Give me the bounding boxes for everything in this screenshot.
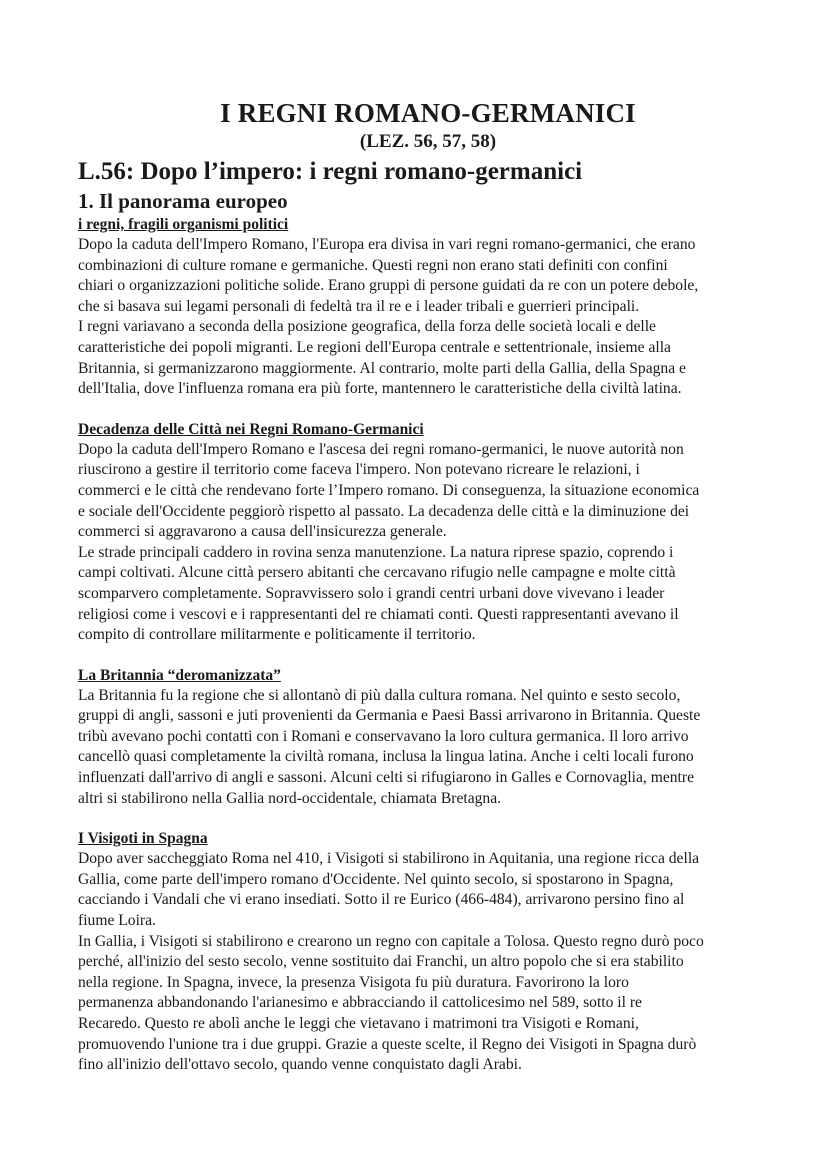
text-line: Le strade principali caddero in rovina senza manutenzione. La natura riprese spazio, coprendo i	[78, 543, 674, 561]
content-block	[78, 420, 778, 646]
text-line: gruppi di angli, sassoni e juti provenienti da Germania e Paesi Bassi arrivarono in Britannia. Queste	[78, 707, 701, 725]
lesson-heading: L.56: Dopo l’impero: i regni romano-germanici	[78, 158, 583, 185]
text-line: Dopo la caduta dell'Impero Romano e l'ascesa dei regni romano-germanici, le nuove autorità non	[78, 440, 684, 458]
text-line: chiari o organizzazioni politiche solide. Erano gruppi di persone guidati da re con un potere debole,	[78, 277, 699, 295]
text-line: influenzati dall'arrivo di angli e sassoni. Alcuni celti si rifugiarono in Galles e Cornovaglia, mentre	[78, 769, 694, 787]
text-line: compito di controllare militarmente e politicamente il territorio.	[78, 626, 476, 644]
text-line: Recaredo. Questo re abolì anche le leggi che vietavano i matrimoni tra Visigoti e Romani,	[78, 1015, 639, 1032]
text-line: dell'Italia, dove l'influenza romana era più forte, mantennero le caratteristiche della civiltà latina.	[78, 380, 682, 398]
text-line: permanenza abbandonando l'arianesimo e abbracciando il cattolicesimo nel 589, sotto il re	[78, 994, 642, 1012]
block-spacer	[78, 646, 778, 666]
text-line: Dopo la caduta dell'Impero Romano, l'Europa era divisa in vari regni romano-germanici, che erano	[78, 236, 696, 253]
text-line: Britannia, si germanizzarono maggiormente. Al contrario, molte parti della Gallia, della Spagna e	[78, 359, 686, 377]
content-blocks	[78, 215, 778, 1076]
text-line: cacciando i Vandali che vi erano insediati. Sotto il re Eurico (466-484), arrivarono persino fino al	[78, 891, 685, 909]
text-line: cancellò quasi completamente la civiltà romana, inclusa la lingua latina. Anche i celti locali furono	[78, 748, 694, 766]
text-line: commerci si aggravarono a causa dell'insicurezza generale.	[78, 523, 447, 541]
paragraph	[78, 440, 778, 543]
text-line: In Gallia, i Visigoti si stabilirono e crearono un regno con capitale a Tolosa. Questo regno durò poco	[78, 932, 704, 950]
text-line: commerci e le città che rendevano forte l’Impero romano. Di conseguenza, la situazione economica	[78, 481, 700, 499]
content-block	[78, 829, 778, 1076]
section-heading: 1. Il panorama europeo	[78, 189, 288, 213]
text-line: Gallia, come parte dell'impero romano d'Occidente. Nel quinto secolo, si spostarono in Spagna,	[78, 870, 674, 888]
subsection-heading: i regni, fragili organismi politici	[78, 216, 289, 233]
block-spacer	[78, 400, 778, 420]
text-line: scomparvero completamente. Sopravvissero solo i grandi centri urbani dove vivevano i leader	[78, 584, 665, 602]
text-line: tribù avevano pochi contatti con i Romani e conservavano la loro cultura germanica. Il loro arrivo	[78, 727, 689, 745]
paragraph	[78, 849, 778, 931]
text-line: Dopo aver saccheggiato Roma nel 410, i Visigoti si stabilirono in Aquitania, una regione ricca della	[78, 850, 700, 868]
paragraph	[78, 317, 778, 399]
document-subtitle: (LEZ. 56, 57, 58)	[359, 131, 497, 152]
text-line: che si basava sui legami personali di fedeltà tra il re e i leader tribali e guerrieri principali.	[78, 297, 640, 315]
text-line: e sociale dell'Occidente peggiorò rispetto al passato. La decadenza delle città e la diminuzione dei	[78, 502, 690, 520]
text-line: La Britannia fu la regione che si allontanò di più dalla cultura romana. Nel quinto e sesto secolo,	[78, 686, 681, 704]
text-line: campi coltivati. Alcune città persero abitanti che cercavano rifugio nelle campagne e molte città	[78, 564, 676, 582]
document-page	[78, 96, 778, 1076]
paragraph	[78, 686, 778, 810]
content-block	[78, 666, 778, 810]
text-line: caratteristiche dei popoli migranti. Le regioni dell'Europa centrale e settentrionale, insieme alla	[78, 338, 671, 356]
text-line: nella regione. In Spagna, invece, la presenza Visigota fu più duratura. Favorirono la loro	[78, 973, 629, 991]
text-line: perché, all'inizio del sesto secolo, venne sostituito dai Franchi, un altro popolo che si era stabilito	[78, 953, 684, 971]
text-line: combinazioni di culture romane e germaniche. Questi regni non erano stati definiti con confini	[78, 256, 668, 274]
paragraph	[78, 543, 778, 646]
text-line: fino all'inizio dell'ottavo secolo, quando venne conquistato dagli Arabi.	[78, 1056, 522, 1074]
paragraph	[78, 235, 778, 317]
text-line: promuovendo l'unione tra i due gruppi. Grazie a queste scelte, il Regno dei Visigoti in Spagna durò	[78, 1035, 697, 1053]
subsection-heading: I Visigoti in Spagna	[78, 830, 208, 848]
subsection-heading: La Britannia “deromanizzata”	[78, 666, 281, 684]
paragraph	[78, 932, 778, 1076]
block-spacer	[78, 809, 778, 829]
text-line: fiume Loira.	[78, 912, 156, 930]
content-block	[78, 215, 778, 400]
text-line: religiosi come i vescovi e i rappresentanti del re chiamati conti. Questi rappresentanti avevano il	[78, 605, 679, 623]
text-line: altri si stabilirono nella Gallia nord-occidentale, chiamata Bretagna.	[78, 789, 502, 807]
subsection-heading: Decadenza delle Città nei Regni Romano-Germanici	[78, 420, 424, 438]
text-line: I regni variavano a seconda della posizione geografica, della forza delle società locali e delle	[78, 318, 656, 336]
text-line: riuscirono a gestire il territorio come faceva l'impero. Non potevano ricreare le relazioni, i	[78, 461, 640, 479]
document-title: I REGNI ROMANO-GERMANICI	[220, 98, 636, 128]
